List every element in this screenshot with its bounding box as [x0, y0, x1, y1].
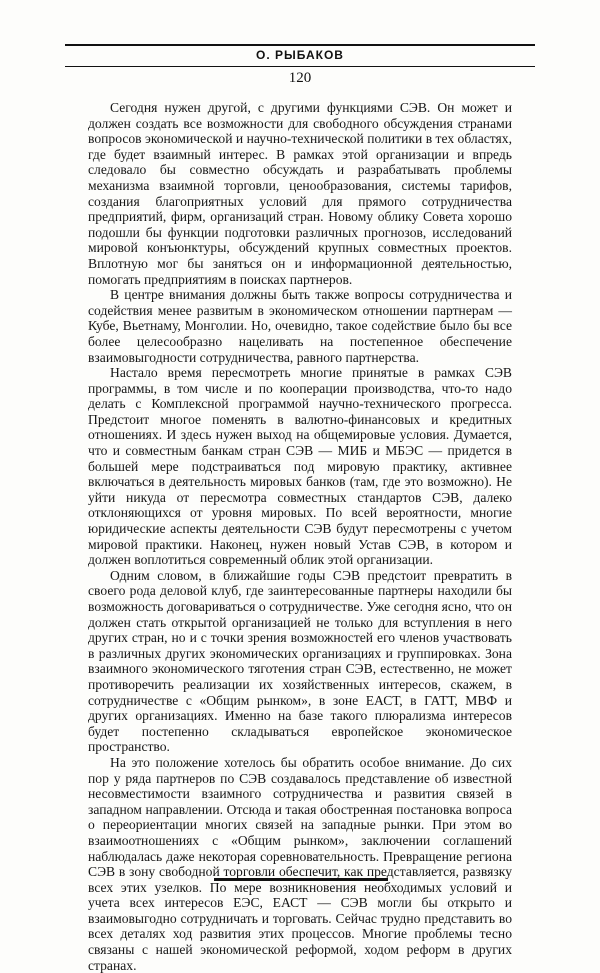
paragraph-4: Одним словом, в ближайшие годы СЭВ предстоит превратить в своего рода деловой клуб, где заинтересованные партнеры находили бы возможность договариваться о сотрудничестве. Уже сегодня ясно, что он должен стать открытой организацией не только для вступления в него других стран, но и с точки зрения возможностей его членов участвовать в различных других экономических организациях и группировках. Зона взаимного экономического тяготения стран СЭВ, естественно, не может противоречить реализации их хозяйственных интересов, скажем, в сотрудничестве с «Общим рынком», в зоне ЕАСТ, в ГАТТ, МВФ и других организациях. Именно на базе такого плюрализма интересов будет постепенно складываться европейское экономическое пространство.	[88, 567, 512, 755]
page-number: 120	[288, 70, 312, 86]
paragraph-5: На это положение хотелось бы обратить особое внимание. До сих пор у ряда партнеров по СЭВ создавалось представление об известной несовместимости взаимного сотрудничества и развития связей в западном направлении. Отсюда и такая обостренная постановка вопроса о переориентации многих связей на западные рынки. При этом во взаимоотношениях с «Общим рынком», заключении соглашений наблюдалась даже некоторая соревновательность. Превращение региона СЭВ в зону свободной торговли обеспечит, как представляется, развязку всех этих узелков. По мере возникновения необходимых условий и учета всех интересов ЕЭС, ЕАСТ — СЭВ могли бы открыто и взаимовыгодно сотрудничать и торговать. Сейчас трудно представить во всех деталях ход развития этих процессов. Многие проблемы тесно связаны с нашей экономической реформой, ходом реформ в других странах.	[88, 754, 512, 973]
body-text	[88, 100, 512, 973]
footer-rule	[214, 878, 388, 881]
header-rule-top	[65, 44, 535, 46]
paragraph-3: Настало время пересмотреть многие принятые в рамках СЭВ программы, в том числе и по кооперации производства, что-то надо делать с Комплексной программой научно-технического прогресса. Предстоит многое поменять в валютно-финансовых и кредитных отношениях. И здесь нужен выход на общемировые условия. Думается, что и совместным банкам стран СЭВ — МИБ и МБЭС — придется в большей мере подстраиваться под мировую практику, активнее включаться в деятельность мировых банков (там, где это возможно). Не уйти никуда от пересмотра совместных стандартов СЭВ, далеко отклоняющихся от уровня мировых. По всей вероятности, многие юридические аспекты деятельности СЭВ будут пересмотрены с учетом мировой практики. Наконец, нужен новый Устав СЭВ, в котором и должен воплотиться современный облик этой организации.	[88, 365, 512, 568]
header-rule-bottom	[65, 66, 535, 67]
paragraph-2: В центре внимания должны быть также вопросы сотрудничества и содействия менее развитым в экономическом отношении партнерам — Кубе, Вьетнаму, Монголии. Но, очевидно, такое содействие было бы все более целесообразно нацеливать на постепенное обеспечение взаимовыгодности сотрудничества, равного партнерства.	[88, 287, 512, 365]
running-head-author: О. РЫБАКОВ	[256, 48, 344, 62]
paragraph-1: Сегодня нужен другой, с другими функциями СЭВ. Он может и должен создать все возможности для свободного обсуждения странами вопросов экономической и научно-технической политики в тех областях, где будет взаимный интерес. В рамках этой организации и впредь следовало бы совместно обсуждать и разрабатывать проблемы механизма взаимной торговли, ценообразования, системы тарифов, создания благоприятных условий для прямого сотрудничества предприятий, фирм, организаций стран. Новому облику Совета хорошо подошли бы функции подготовки различных прогнозов, исследований мировой конъюнктуры, обсуждений крупных совместных проектов. Вплотную мог бы заняться он и информационной деятельностью, помогать предприятиям в поисках партнеров.	[88, 100, 512, 287]
